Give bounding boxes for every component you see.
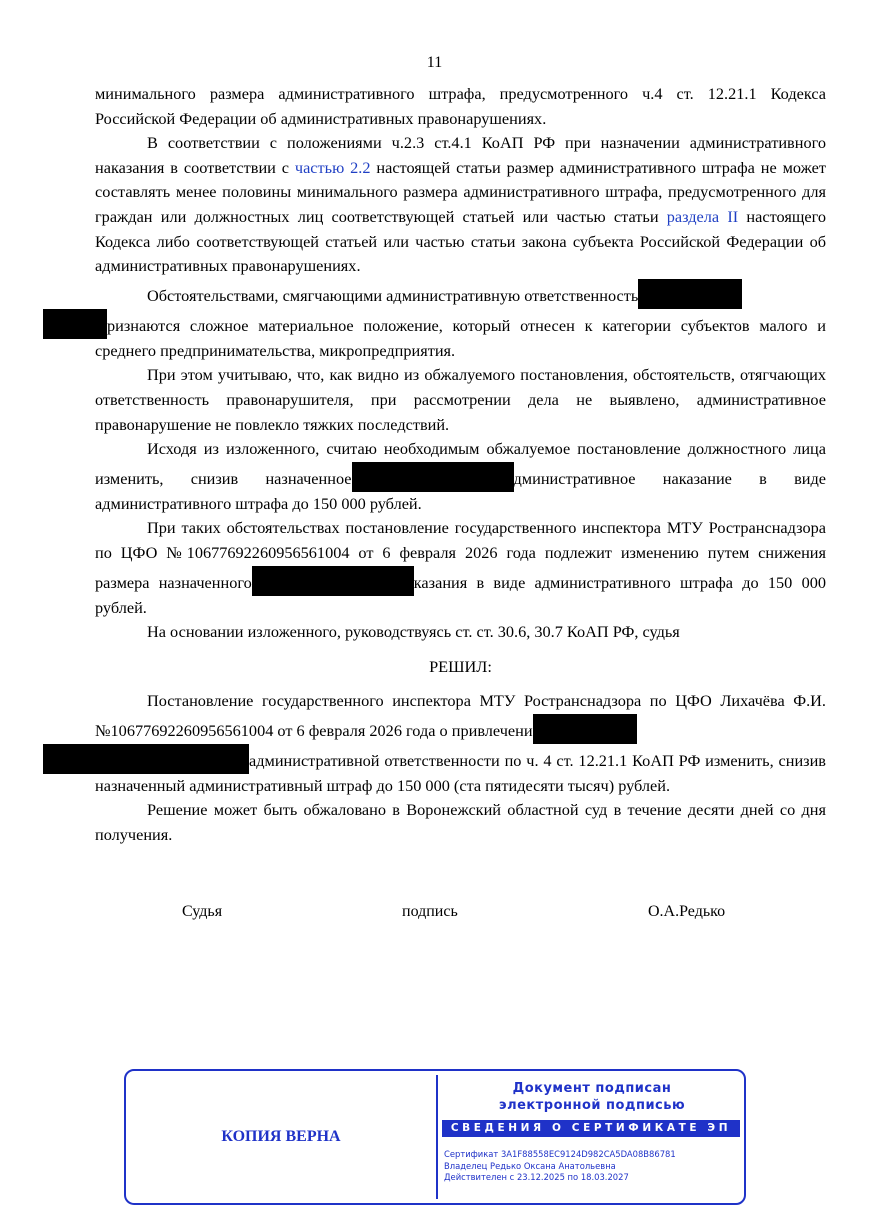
redaction-block [533,714,637,744]
signature-role: Судья [182,903,223,920]
signature-sign: подпись [402,903,458,920]
paragraph-1: минимального размера административного штрафа, предусмотренного ч.4 ст. 12.21.1 Кодекса Российской Федерации об административных правонарушениях. [95,84,826,128]
decision-heading: РЕШИЛ: [429,656,492,676]
paragraph-4: При этом учитываю, что, как видно из обжалуемого постановления, обстоятельств, отягчающих ответственность правонарушителя, при рассмотрении дела не выявлено, административное правонарушение не повлекло тяжких последствий. [95,365,826,434]
paragraph-5: Исходя из изложенного, считаю необходимым обжалуемое постановление должностного лица изменить, снизив назначенное дминистративное наказание в виде административного штрафа до 150 000 рублей. [95,439,826,513]
redaction-block [638,279,742,309]
stamp-divider [436,1075,438,1199]
copy-verified-label: КОПИЯ ВЕРНА [221,1127,341,1145]
redaction-block [252,566,414,596]
paragraph-2: В соответствии с положениями ч.2.3 ст.4.1 КоАП РФ при назначении административного наказания в соответствии с частью 2.2 настоящей статьи размер административного штрафа не может составлять менее половины минимального размера административного штрафа, предусмотренного для граждан или должностных лиц соответствующей статьей или частью статьи раздела II настоящего Кодекса либо соответствующей статьей или частью статьи закона субъекта Российской Федерации об административных правонарушениях. [95,133,826,276]
paragraph-9: Решение может быть обжаловано в Воронежский областной суд в течение десяти дней со дня получения. [95,800,826,845]
certificate-banner: СВЕДЕНИЯ О СЕРТИФИКАТЕ ЭП [442,1120,740,1137]
page-number: 11 [426,54,443,71]
link-part-2-2[interactable]: частью 2.2 [294,157,371,177]
copy-verified-area [126,1071,436,1202]
paragraph-3: Обстоятельствами, смягчающими административную ответственность ризнаются сложное материальное положение, который отнесен к категории субъектов малого и среднего предпринимательства, микропредприятия. [95,279,826,364]
paragraph-8: Постановление государственного инспектора МТУ Ространснадзора по ЦФО Лихачёва Ф.И. №10677692260956561004 от 6 февраля 2026 года о привлечени административной ответственности по ч. 4 ст. 12.21.1 КоАП РФ изменить, снизив назначенный административный штраф до 150 000 (ста пятидесяти тысяч) рублей. [95,689,826,798]
certificate-validity: Действителен с 23.12.2025 по 18.03.2027 [444,1172,629,1182]
redaction-block [43,309,107,339]
stamp-title: Документ подписан электронной подписью [498,1081,686,1113]
signature-info-area [442,1071,742,1202]
redaction-block [43,744,249,774]
certificate-id: Сертификат 3A1F88558EC9124D982CA5DA08B86781 [444,1149,676,1159]
paragraph-6: При таких обстоятельствах постановление государственного инспектора МТУ Ространснадзора по ЦФО №10677692260956561004 от 6 февраля 2026 года подлежит изменению путем снижения размера назначенного казания в виде административного штрафа до 150 000 рублей. [95,518,826,617]
signature-row [0,903,869,927]
signature-name: О.А.Редько [648,903,726,920]
link-section-ii[interactable]: раздела II [666,206,739,226]
paragraph-7: На основании изложенного, руководствуясь ст. ст. 30.6, 30.7 КоАП РФ, судья [147,622,680,642]
document-body [95,82,826,848]
certificate-owner: Владелец Редько Оксана Анатольевна [444,1160,616,1171]
certificate-details [444,1149,742,1184]
e-signature-stamp [124,1069,746,1205]
redaction-block [352,462,514,492]
